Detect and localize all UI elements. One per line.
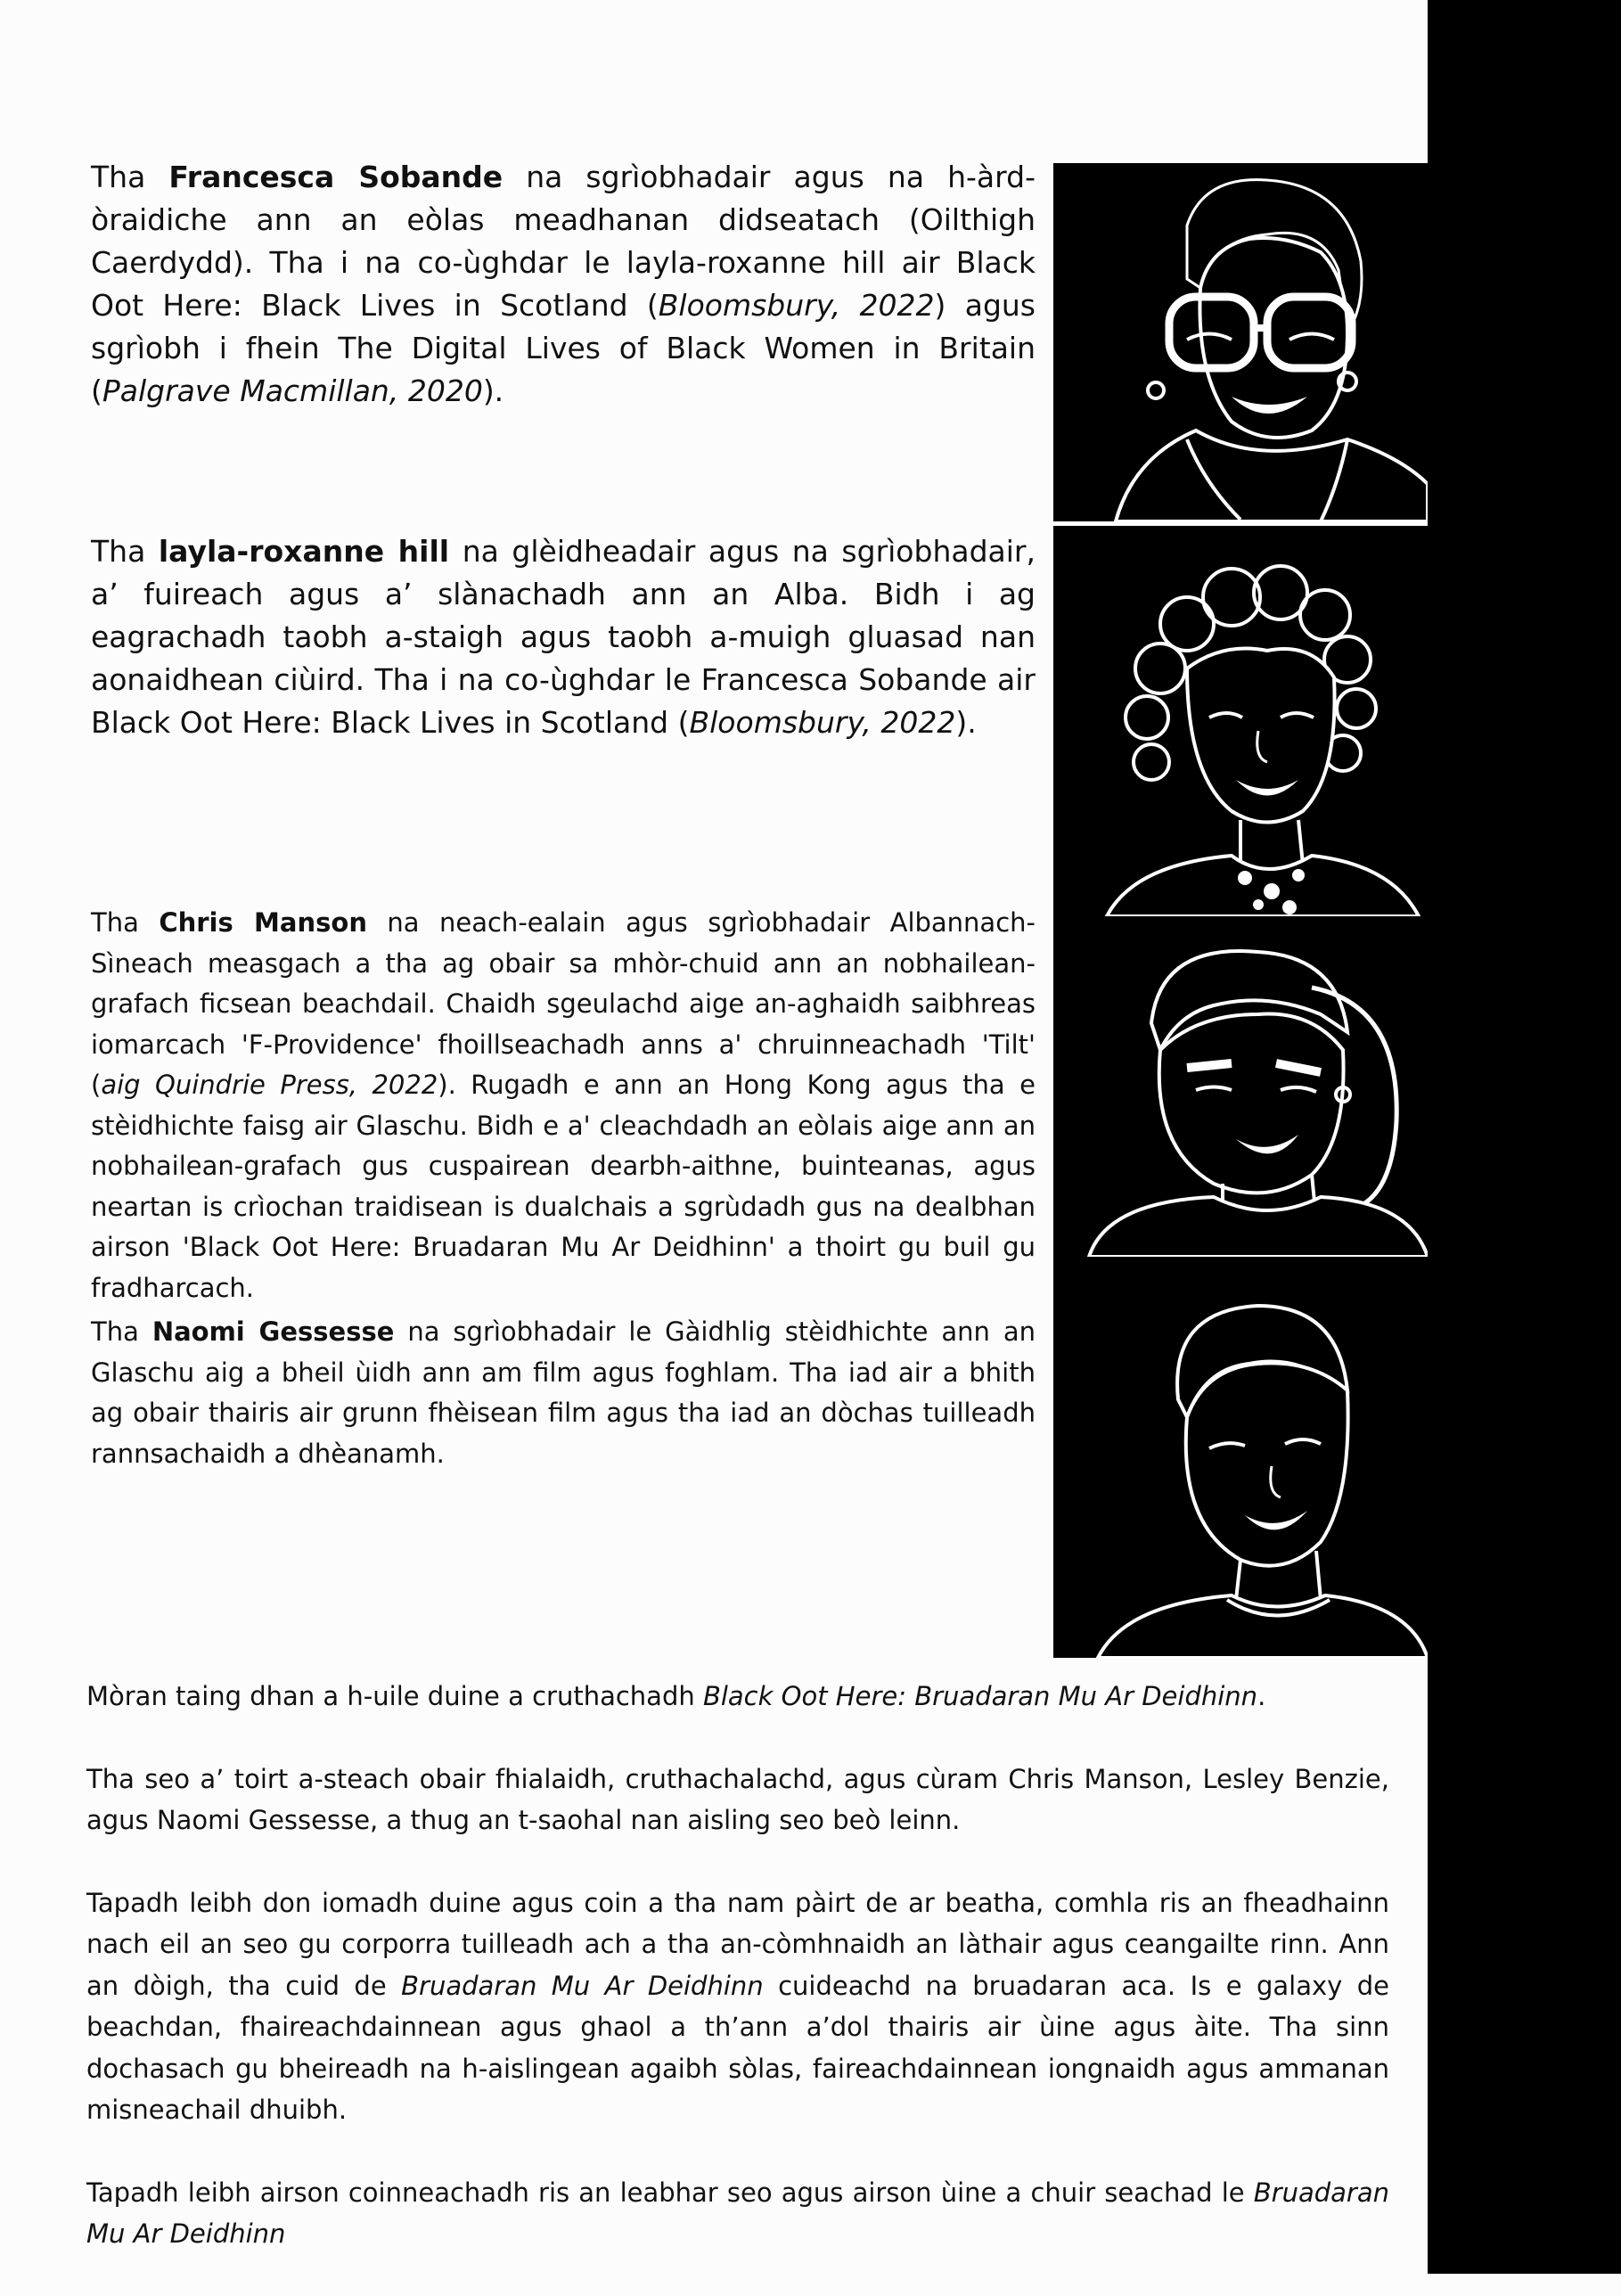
bio-naomi-gessesse: Tha Naomi Gessesse na sgrìobhadair le Gàidhlig stèidhichte ann an Glaschu aig a bheil ùidh ann am film agus foghlam. Tha iad air a bhith ag obair thairis air grunn fhèisean film agus tha iad an dòchas tuilleadh rannsachaidh a dhèanamh. <box>91 1316 1036 1469</box>
bio-name: layla-roxanne hill <box>158 534 450 569</box>
portrait-francesca-sobande-icon <box>1053 163 1428 521</box>
thanks-paragraph: Tha seo a’ toirt a-steach obair fhialaidh, cruthachalachd, agus cùram Chris Manson, Lesley Benzie, agus Naomi Gessesse, a thug an t-saohal nan aisling seo beò leinn. <box>86 1763 1389 1835</box>
bio-layla-roxanne-hill: Tha layla-roxanne hill na glèidheadair agus na sgrìobhadair, a’ fuireach agus a’ slànachadh ann an Alba. Bidh i ag eagrachadh taobh a-staigh agus taobh a-muigh gluasad nan aonaidhean ciùird. Tha i na co-ùghdar le Francesca Sobande air Black Oot Here: Black Lives in Scotland (Bloomsbury, 2022). <box>91 534 1036 740</box>
bio-chris-manson: Tha Chris Manson na neach-ealain agus sgrìobhadair Albannach-Sìneach measgach a tha ag obair sa mhòr-chuid ann an nobhailean-grafach ficsean beachdail. Chaidh sgeulachd aige an-aghaidh saibhreas iomarcach 'F-Providence' fhoillseachadh anns a' chruinneachadh 'Tilt' (aig Quindrie Press, 2022). Rugadh e ann an Hong Kong agus tha e stèidhichte faisg air Glaschu. Bidh e a' cleachdadh an eòlais aige ann an nobhailean-grafach gus cuspairean dearbh-aithne, buinteanas, agus neartan is crìochan traidisean is dualchais a sgrùdadh gus na dealbhan airson 'Black Oot Here: Bruadaran Mu Ar Deidhinn' a thoirt gu buil gu fradharcach. <box>91 907 1036 1303</box>
bio-name: Chris Manson <box>159 907 367 938</box>
thanks-paragraph: Tapadh leibh airson coinneachadh ris an leabhar seo agus airson ùine a chuir seachad le Bruadaran Mu Ar Deidhinn <box>86 2177 1389 2249</box>
portrait-layla-roxanne-hill-icon <box>1053 526 1428 916</box>
bio-name: Naomi Gessesse <box>151 1316 395 1347</box>
portrait-naomi-gessesse-icon <box>1053 1257 1428 1658</box>
right-black-bar <box>1428 0 1621 2274</box>
thanks-paragraph: Tapadh leibh don iomadh duine agus coin a tha nam pàirt de ar beatha, comhla ris an fheadhainn nach eil an seo gu corporra tuilleadh ach a tha an-còmhnaidh an làthair agus ceangailte rinn. Ann an dòigh, tha cuid de Bruadaran Mu Ar Deidhinn cuideachd na bruadaran aca. Is e galaxy de beachdan, fhaireachdainnean agus ghaol a th’ann a’dol thairis air ùine agus àite. Tha sinn dochasach gu bheireadh na h-aislingean agaibh sòlas, faireachdainnean iongnaidh agus ammanan misneachail dhuibh. <box>86 1887 1389 2125</box>
bio-name: Francesca Sobande <box>168 160 503 194</box>
portrait-chris-manson-icon <box>1053 916 1428 1257</box>
bio-francesca-sobande: Tha Francesca Sobande na sgrìobhadair agus na h-àrd-òraidiche ann an eòlas meadhanan didseatach (Oilthigh Caerdydd). Tha i na co-ùghdar le layla-roxanne hill air Black Oot Here: Black Lives in Scotland (Bloomsbury, 2022) agus sgrìobh i fhein The Digital Lives of Black Women in Britain (Palgrave Macmillan, 2020). <box>91 160 1036 408</box>
acknowledgements <box>86 1676 1389 2296</box>
thanks-paragraph: Mòran taing dhan a h-uile duine a cruthachadh Black Oot Here: Bruadaran Mu Ar Deidhinn. <box>86 1681 1266 1711</box>
